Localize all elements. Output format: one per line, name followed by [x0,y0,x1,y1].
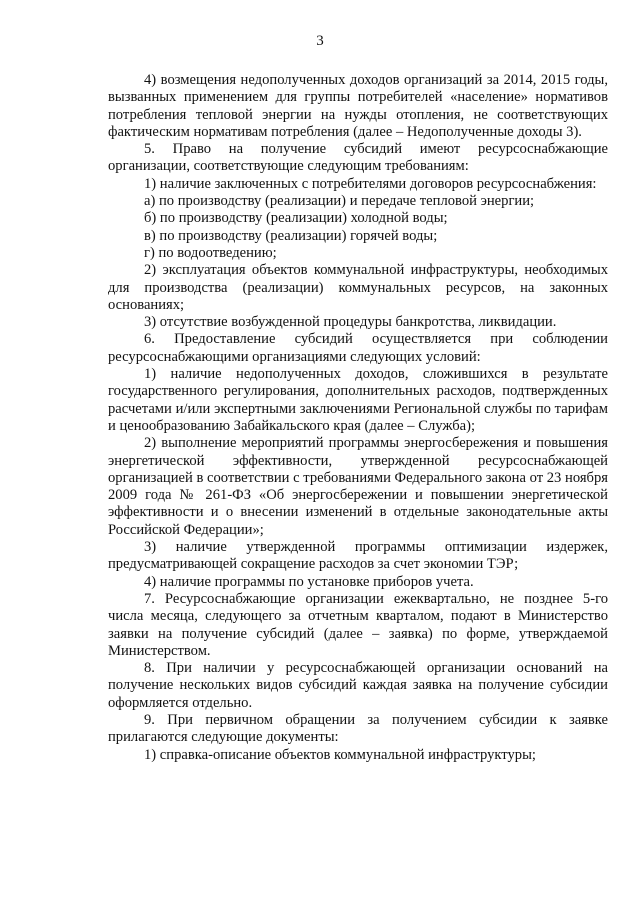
document-body [108,72,608,764]
paragraph-clause-7: 7. Ресурсоснабжающие организации ежеквартально, не позднее 5-го числа месяца, следующего за отчетным кварталом, подают в Министерство заявки на получение субсидий (далее – заявка) по форме, утверждаемой Министерством. [108,590,608,659]
paragraph-clause-9-item-1: 1) справка-описание объектов коммунальной инфраструктуры; [144,746,536,763]
paragraph-clause-5-subitem-v: в) по производству (реализации) горячей воды; [144,227,438,244]
paragraph-clause-5-subitem-a: а) по производству (реализации) и передаче тепловой энергии; [144,193,535,210]
page-number: 3 [316,33,324,49]
paragraph-clause-6-item-3: 3) наличие утвержденной программы оптимизации издержек, предусматривающей сокращение расходов за счет экономии ТЭР; [108,539,608,573]
paragraph-clause-5-item-1: 1) наличие заключенных с потребителями договоров ресурсоснабжения: [144,175,597,192]
paragraph-clause-5: 5. Право на получение субсидий имеют ресурсоснабжающие организации, соответствующие следующим требованиям: [108,141,608,175]
paragraph-clause-5-subitem-b: б) по производству (реализации) холодной воды; [144,210,448,227]
paragraph-clause-5-subitem-g: г) по водоотведению; [144,244,277,261]
paragraph-clause-5-item-2: 2) эксплуатация объектов коммунальной инфраструктуры, необходимых для производства (реализации) коммунальных ресурсов, на законных основаниях; [108,262,608,313]
paragraph-clause-6-item-2: 2) выполнение мероприятий программы энергосбережения и повышения энергетической эффективности, утвержденной ресурсоснабжающей организацией в соответствии с требованиями Федерального закона от 23 ноября 2009 года № 261-ФЗ «Об энергосбережении и повышении энергетической эффективности и о внесении изменений в отдельные законодательные акты Российской Федерации»; [108,435,608,538]
paragraph-item-4-nedopoluchennye-dokhody-3: 4) возмещения недополученных доходов организаций за 2014, 2015 годы, вызванных применением для группы потребителей «население» нормативов потребления тепловой энергии на нужды отопления, не соответствующих фактическим нормативам потребления (далее – Недополученные доходы 3). [108,72,608,140]
paragraph-clause-6-item-1: 1) наличие недополученных доходов, сложившихся в результате государственного регулирования, дополнительных расходов, подтвержденных расчетами и/или экспертными заключениями Региональной службы по тарифам и ценообразованию Забайкальского края (далее – Служба); [108,366,608,434]
paragraph-clause-6-item-4: 4) наличие программы по установке приборов учета. [144,573,474,590]
paragraph-clause-8: 8. При наличии у ресурсоснабжающей организации оснований на получение нескольких видов субсидий каждая заявка на получение субсидии оформляется отдельно. [108,660,608,711]
paragraph-clause-5-item-3: 3) отсутствие возбужденной процедуры банкротства, ликвидации. [144,314,557,331]
paragraph-clause-9: 9. При первичном обращении за получением субсидии к заявке прилагаются следующие документы: [108,711,608,746]
paragraph-clause-6: 6. Предоставление субсидий осуществляется при соблюдении ресурсоснабжающими организациями следующих условий: [108,331,608,365]
